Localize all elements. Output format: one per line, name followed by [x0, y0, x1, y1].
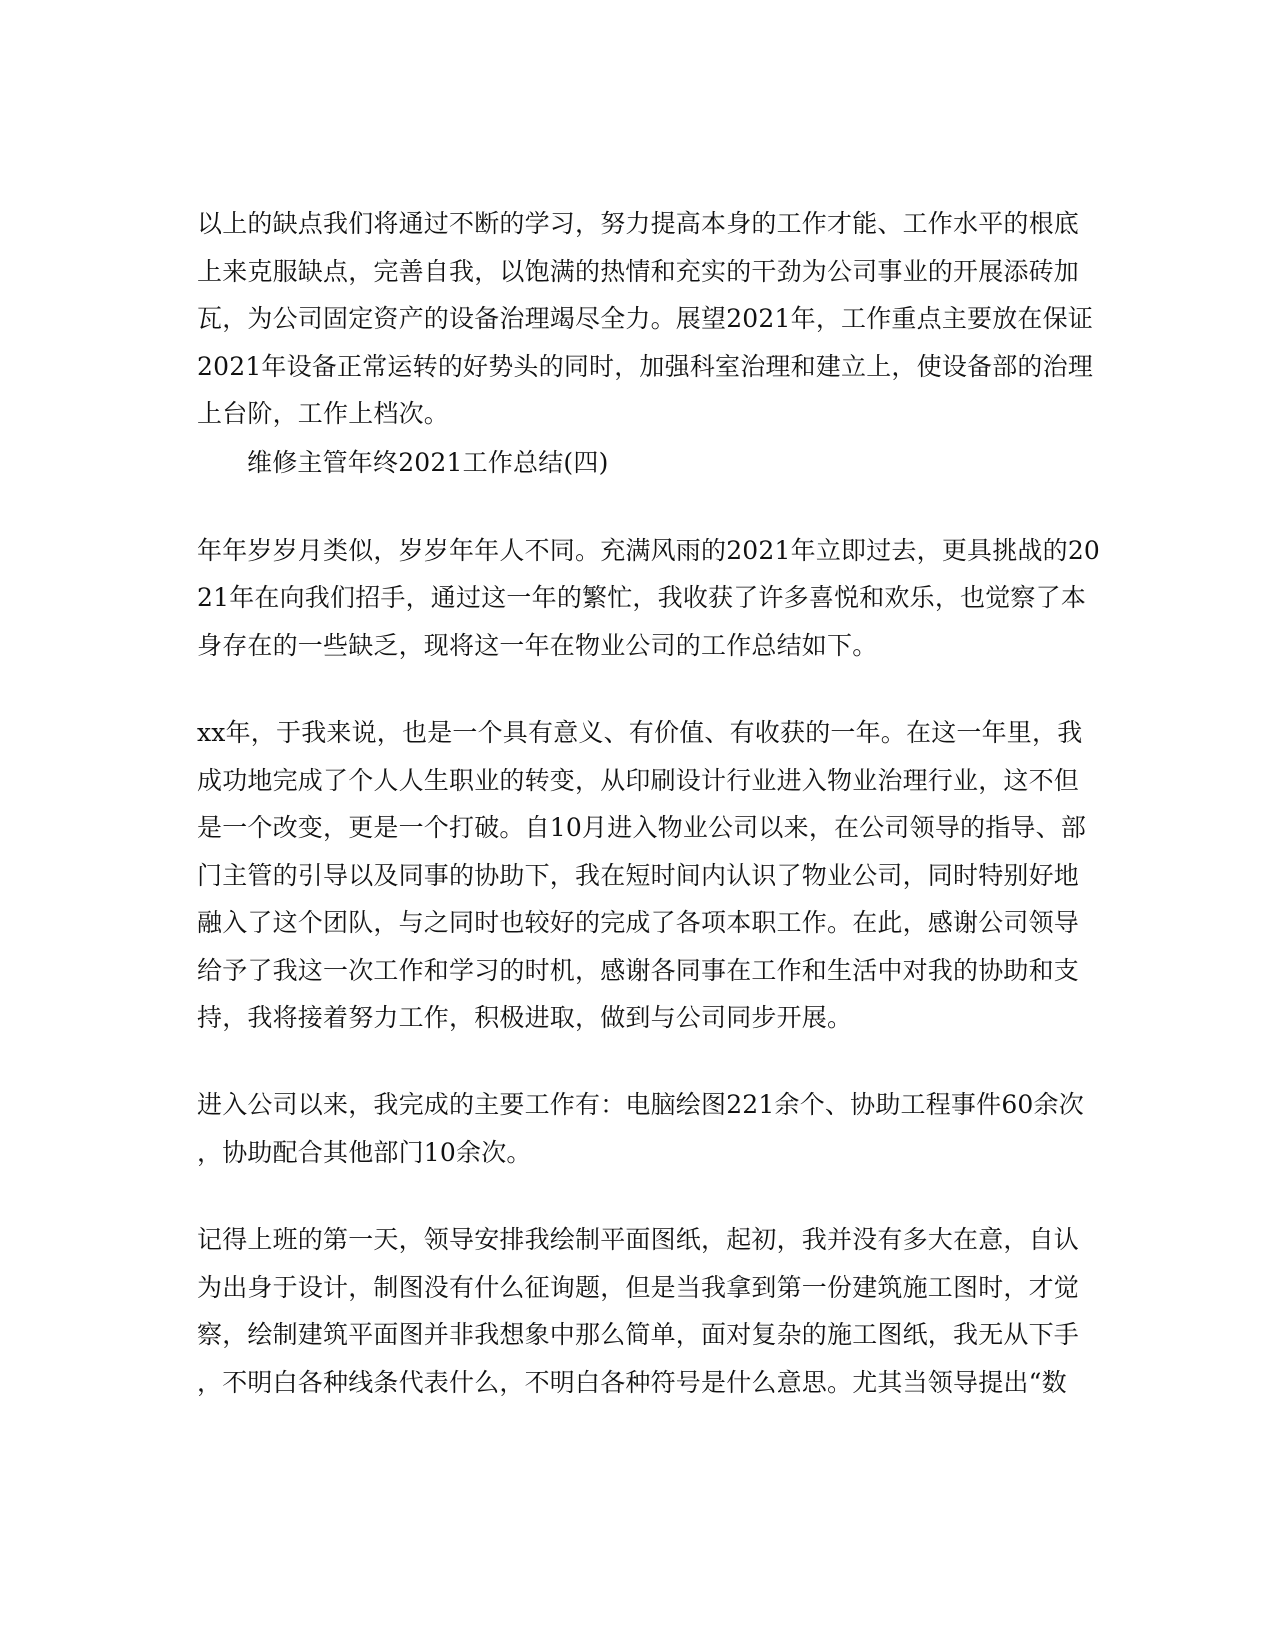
text-line: ，协助配合其他部门10余次。 — [197, 1138, 532, 1167]
text-line: 年年岁岁月类似，岁岁年年人不同。充满风雨的2021年立即过去，更具挑战的20 — [197, 536, 1101, 565]
text-line: 融入了这个团队，与之同时也较好的完成了各项本职工作。在此，感谢公司领导 — [197, 908, 1080, 937]
text-line: xx年，于我来说，也是一个具有意义、有价值、有收获的一年。在这一年里，我 — [197, 718, 1083, 747]
text-line: 给予了我这一次工作和学习的时机，感谢各同事在工作和生活中对我的协助和支 — [197, 956, 1080, 985]
section-heading: 维修主管年终2021工作总结(四) — [247, 448, 609, 477]
text-line: 进入公司以来，我完成的主要工作有：电脑绘图221余个、协助工程事件60余次 — [197, 1090, 1084, 1119]
text-line: 瓦，为公司固定资产的设备治理竭尽全力。展望2021年，工作重点主要放在保证 — [197, 304, 1094, 333]
text-line: 2021年设备正常运转的好势头的同时，加强科室治理和建立上，使设备部的治理 — [197, 352, 1094, 381]
text-line: 21年在向我们招手，通过这一年的繁忙，我收获了许多喜悦和欢乐，也觉察了本 — [197, 583, 1087, 612]
text-line: 上来克服缺点，完善自我，以饱满的热情和充实的干劲为公司事业的开展添砖加 — [197, 257, 1080, 286]
text-line: 上台阶，工作上档次。 — [197, 399, 450, 428]
text-line: 是一个改变，更是一个打破。自10月进入物业公司以来，在公司领导的指导、部 — [197, 813, 1087, 842]
text-line: 成功地完成了个人人生职业的转变，从印刷设计行业进入物业治理行业，这不但 — [197, 766, 1080, 795]
text-line: 身存在的一些缺乏，现将这一年在物业公司的工作总结如下。 — [197, 631, 878, 660]
text-line: 为出身于设计，制图没有什么征询题，但是当我拿到第一份建筑施工图时，才觉 — [197, 1273, 1080, 1302]
text-line: 门主管的引导以及同事的协助下，我在短时间内认识了物业公司，同时特别好地 — [197, 861, 1080, 890]
text-line: 记得上班的第一天，领导安排我绘制平面图纸，起初，我并没有多大在意，自认 — [197, 1225, 1080, 1254]
text-line: 察，绘制建筑平面图并非我想象中那么简单，面对复杂的施工图纸，我无从下手 — [197, 1320, 1080, 1349]
text-line: 持，我将接着努力工作，积极进取，做到与公司同步开展。 — [197, 1003, 853, 1032]
text-line: 以上的缺点我们将通过不断的学习，努力提高本身的工作才能、工作水平的根底 — [197, 209, 1080, 238]
text-line: ，不明白各种线条代表什么，不明白各种符号是什么意思。尤其当领导提出“数 — [197, 1368, 1067, 1397]
